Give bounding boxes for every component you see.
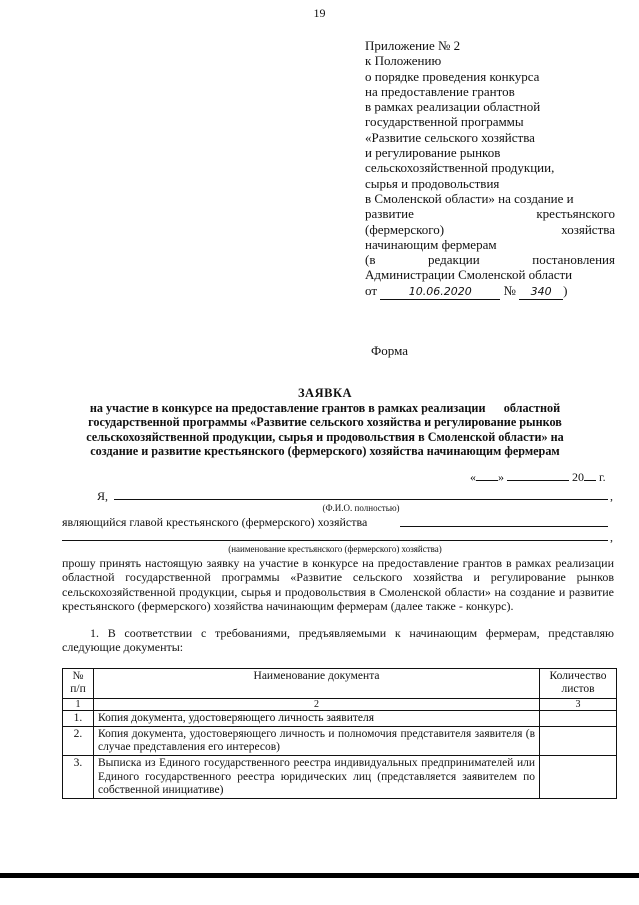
- appendix-line: государственной программы: [365, 114, 524, 130]
- appendix-line: начинающим фермерам: [365, 236, 497, 252]
- header-qty: Количество листов: [540, 669, 617, 699]
- row-num: 1.: [63, 710, 94, 726]
- page-bottom-border: [0, 873, 639, 878]
- close-paren: ): [563, 282, 568, 298]
- header-num: № п/п: [63, 669, 94, 699]
- appendix-date-line: [365, 283, 615, 300]
- appendix-line-fermer: [365, 222, 615, 237]
- table-row: [63, 756, 617, 799]
- appendix-line: сельскохозяйственной продукции,: [365, 160, 555, 176]
- title-line: создание и развитие крестьянского (фермерского) хозяйства начинающим фермерам: [90, 444, 560, 459]
- index-cell: 3: [540, 698, 617, 710]
- day-blank[interactable]: [476, 480, 498, 481]
- table-row: [63, 710, 617, 726]
- header-name: Наименование документа: [93, 669, 539, 699]
- quote-open: «: [470, 470, 476, 484]
- appendix-word: (в: [365, 252, 376, 268]
- appendix-word: редакции: [428, 252, 480, 268]
- handwritten-date: 10.06.2020: [380, 284, 500, 300]
- appendix-header: [365, 38, 615, 300]
- request-paragraph: прошу принять настоящую заявку на участие в конкурсе на предоставление грантов в рамках реализации областной государственной программы «Развитие сельского хозяйства и регулирование рынков сельскохозяйственной продукции, сырья и продовольствия в Смоленской области» на создание и развитие крестьянского (фермерского) хозяйства начинающим фермерам (далее также - конкурс).: [62, 556, 614, 613]
- item1-paragraph: 1. В соответствии с требованиями, предъявляемыми к начинающим фермерам, представляю следующие документы:: [62, 626, 614, 655]
- row-num: 3.: [63, 756, 94, 799]
- appendix-line: о порядке проведения конкурса: [365, 68, 540, 84]
- table-header-row: [63, 669, 617, 699]
- date-line: [470, 470, 606, 485]
- row-num: 2.: [63, 726, 94, 756]
- fio-line[interactable]: [114, 499, 608, 500]
- appendix-line: и регулирование рынков: [365, 145, 501, 161]
- quote-close: »: [498, 470, 504, 484]
- title-heading: ЗАЯВКА: [297, 386, 353, 400]
- appendix-line: к Положению: [365, 53, 442, 69]
- month-blank[interactable]: [507, 480, 569, 481]
- row-name: Копия документа, удостоверяющего личность заявителя: [93, 710, 539, 726]
- index-cell: 2: [93, 698, 539, 710]
- no-label: №: [503, 282, 516, 298]
- row-name: Копия документа, удостоверяющего личность и полномочия представителя заявителя (в случае представления его интересов): [93, 726, 539, 756]
- table-row: [63, 726, 617, 756]
- page-number: 19: [313, 6, 326, 20]
- ot-label: от: [365, 282, 378, 298]
- farm-comma: ,: [610, 530, 613, 544]
- farm-line-2[interactable]: [62, 540, 608, 541]
- title-line: государственной программы «Развитие сельского хозяйства и регулирование рынков: [88, 415, 562, 430]
- head-text: являющийся главой крестьянского (фермерского) хозяйства: [62, 515, 368, 529]
- appendix-word: (фермерского): [365, 221, 445, 237]
- appendix-line: Приложение № 2: [365, 38, 461, 53]
- appendix-line: Администрации Смоленской области: [365, 267, 573, 283]
- row-qty[interactable]: [540, 710, 617, 726]
- handwritten-number: 340: [519, 284, 563, 300]
- farm-line-1[interactable]: [400, 526, 608, 527]
- row-qty[interactable]: [540, 726, 617, 756]
- application-title: [40, 386, 610, 459]
- fio-caption: (Ф.И.О. полностью): [322, 503, 400, 513]
- row-qty[interactable]: [540, 756, 617, 799]
- index-cell: 1: [63, 698, 94, 710]
- documents-table: [62, 668, 617, 799]
- farm-caption: (наименование крестьянского (фермерского) хозяйства): [228, 544, 442, 554]
- title-line: на участие в конкурсе на предоставление грантов в рамках реализации областной: [89, 400, 561, 415]
- appendix-word: постановления: [532, 252, 615, 268]
- year-prefix: 20: [572, 470, 584, 484]
- year-label: г.: [599, 470, 606, 484]
- appendix-line: на предоставление грантов: [365, 83, 515, 99]
- appendix-line: сырья и продовольствия: [365, 175, 500, 191]
- appendix-line-razvitie: [365, 206, 615, 221]
- row-name: Выписка из Единого государственного реестра индивидуальных предпринимателей или Единого государственного реестра юридических лиц (представляется заявителем по собственной инициативе): [93, 756, 539, 799]
- appendix-word: крестьянского: [536, 206, 615, 222]
- form-label: Форма: [371, 343, 408, 358]
- year-blank[interactable]: [584, 480, 596, 481]
- ya-label: Я,: [97, 489, 109, 503]
- appendix-line: в Смоленской области» на создание и: [365, 190, 574, 206]
- appendix-line: «Развитие сельского хозяйства: [365, 129, 535, 145]
- appendix-line-redak: [365, 252, 615, 267]
- table-index-row: [63, 698, 617, 710]
- appendix-line: в рамках реализации областной: [365, 99, 541, 115]
- title-line: сельскохозяйственной продукции, сырья и продовольствия в Смоленской области» на: [86, 429, 564, 444]
- fio-comma: ,: [610, 489, 613, 503]
- appendix-word: развитие: [365, 206, 414, 222]
- appendix-word: хозяйства: [561, 221, 615, 237]
